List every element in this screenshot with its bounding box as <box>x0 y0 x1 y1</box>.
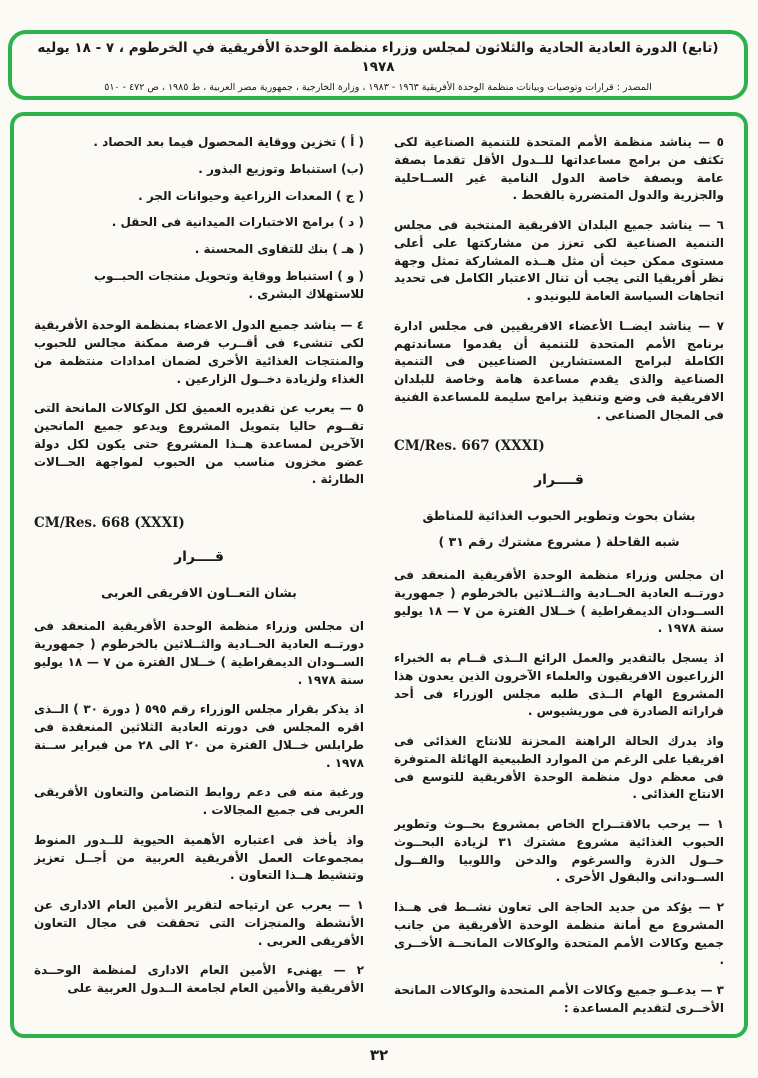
res667-operative-2: ٢ — يؤكد من جديد الحاجة الى تعاون نشــط فى هــذا المشروع مع أمانة منظمة الوحدة الأفريقية من جانب جميع وكالات الأمم المتحدة والوكالات المانحــة الأخــرى . <box>394 900 724 968</box>
res668-preamble-3: ورغبة منه فى دعم روابط التضامن والتعاون الأفريقى العربى فى جميع المجالات . <box>34 785 364 818</box>
assistance-item-c: ( ج ) المعدات الزراعية وحيوانات الجر . <box>138 188 364 203</box>
content-frame <box>10 112 748 1038</box>
paragraph-7-undp: ٧ — يناشد ايضــا الأعضاء الافريقيين فى مجلس ادارة برنامج الأمم المتحدة للتنمية أن يقدموا مساندتهم الكاملة لبرامج المستشارين الصناعيين فى التنمية الصناعية والذى يقدم مساعدة هامة وخاصة للبلدان الافريقية فى وضع وتنفيذ برامج سليمة للمساعدة الفنية فى المجال الصناعى . <box>394 318 724 422</box>
res667-preamble-1: ان مجلس وزراء منظمة الوحدة الأفريقية المنعقد فى دورتــه العادية الحــادية والثــلاثين بالخرطوم ( جمهورية الســودان الديمقراطية ) خــلال الفترة من ٧ — ١٨ يوليو سنة ١٩٧٨ . <box>394 568 724 636</box>
paragraph-6-unido: ٦ — يناشد جميع البلدان الافريقية المنتخبة فى مجلس التنمية الصناعية لكى تعزز من مشاركتها على أعلى مستوى ممكن حيث أن مثل هــذه المشاركة تمثل وجهة نظر أفريقيا التى يجب أن تنال الاعتبار الكامل فى تحديد اتجاهات السياسة العامة لليونيدو . <box>394 218 724 303</box>
header-source-line: المصدر : قرارات وتوصيات وبيانات منظمة الوحدة الأفريقية ١٩٦٣ - ١٩٨٣ ، وزارة الخارجية ، جمهورية مصر العربية ، ط ١٩٨٥ ، ص ٤٧٢ - ٥١٠ <box>104 81 652 93</box>
paragraph-5-unido: ٥ — يناشد منظمة الأمم المتحدة للتنمية الصناعية لكى تكثف من برامج مساعداتها للــدول الأقل تقدما بصفة عامة وبصفة خاصة الدول النامية غير الســاحلية والجزرية والدول المتضررة بالقحط . <box>394 135 724 203</box>
res668-operative-2: ٢ — يهنىء الأمين العام الادارى لمنظمة الوحــدة الأفريقية والأمين العام لجامعة الــدول العربية على <box>34 963 364 996</box>
assistance-item-a: ( أ ) تخزين ووقاية المحصول فيما بعد الحصاد . <box>93 135 364 149</box>
resolution-ref-668: CM/Res. 668 (XXXI) <box>34 515 185 531</box>
res668-preamble-1: ان مجلس وزراء منظمة الوحدة الأفريقية المنعقد فى دورتــه العادية الحــادية والثــلاثين بالخرطوم ( جمهورية الســودان الديمقراطية ) خــلال الفترة من ٧ — ١٨ يوليو سنة ١٩٧٨ . <box>34 619 364 687</box>
header-frame <box>8 30 748 100</box>
res668-preamble-4: واذ يأخذ فى اعتباره الأهمية الحيوية للــدور المنوط بمجموعات العمل الأفريقية العربية من أجــل تعزيز وتنشيط هــذا التعاون . <box>34 832 364 883</box>
res667-operative-4: ٤ — يناشد جميع الدول الاعضاء بمنظمة الوحدة الأفريقية لكى تنشىء فى أقــرب فرصة ممكنة مجالس للحبوب والمنتجات الغذائية الأخرى لضمان امدادات منتظمة من الغذاء ولزيادة دخــول الزارعين . <box>34 318 364 386</box>
assistance-item-f: ( و ) استنباط ووقاية وتحويل منتجات الحبــوب للاستهلاك البشرى . <box>93 268 364 301</box>
res667-operative-5: ٥ — يعرب عن تقديره العميق لكل الوكالات المانحة التى تقــوم حاليا بتمويل المشروع ويدعو جميع المانحين الآخرين لمساعدة هــذا المشروع حتى يكون لكل دولة عضو مخزون مناسب من الحبوب لمواجهة الحــالات الطارئة . <box>34 401 364 487</box>
resolution-ref-667: CM/Res. 667 (XXXI) <box>394 438 545 455</box>
resolution-heading-668: قــــرار <box>174 549 224 565</box>
resolution-title-667-line1: بشان بحوث وتطوير الحبوب الغذائية للمناطق <box>422 508 696 524</box>
res668-preamble-2: اذ يذكر بقرار مجلس الوزراء رقم ٥٩٥ ( دورة ٣٠ ) الــذى اقره المجلس فى دورته العادية الثلاثين المنعقدة فى طرابلس خــلال الفترة من ٢٠ الى ٢٨ من فبراير ســنة ١٩٧٨ . <box>34 702 364 770</box>
resolution-title-668: بشان التعــاون الافريقى العربى <box>101 585 297 600</box>
res667-operative-1: ١ — يرحب بالاقتــراح الخاص بمشروع بحــوث وتطوير الحبوب الغذائية مشروع مشترك ٣١ لزيادة البحــوث حــول الذرة والسرغوم والدخن واللوبيا والفــول الســودانى والبقول الأخرى . <box>394 817 724 885</box>
res667-preamble-2: اذ يسجل بالتقدير والعمل الرائع الــذى قــام به الخبراء الزراعيون الافريقيون والعلماء الآخرون الذين يعدون هذا المشروع الهام الــذى طلبه مجلس الوزراء فى أحد قراراته الصادرة فى موريشيوس . <box>394 651 724 719</box>
res667-operative-3: ٣ — يدعــو جميع وكالات الأمم المتحدة والوكالات المانحة الأخــرى لتقديم المساعدة : <box>394 983 724 1015</box>
page-number: ٣٢ <box>369 1046 389 1064</box>
res668-operative-1: ١ — يعرب عن ارتياحه لتقرير الأمين العام الادارى عن الأنشطة والمنجزات التى تحققت فى مجال التعاون الأفريقى العربى . <box>34 898 364 948</box>
assistance-item-e: ( هـ ) بنك للتقاوى المحسنة . <box>194 242 364 256</box>
assistance-item-b: (ب) استنباط وتوزيع البذور . <box>198 161 364 176</box>
two-column-layout <box>34 134 724 1026</box>
resolution-title-667-line2: شبه القاحلة ( مشروع مشترك رقم ٣١ ) <box>438 533 680 549</box>
resolution-heading-667: قــــرار <box>534 472 584 489</box>
column-right <box>394 134 724 1026</box>
column-left <box>34 134 364 1026</box>
header-session-title: (تابع) الدورة العادية الحادية والثلاثون لمجلس وزراء منظمة الوحدة الأفريقية في الخرطوم ، ٧ - ١٨ يوليه ١٩٧٨ <box>37 40 719 75</box>
res667-preamble-3: واذ يدرك الحالة الراهنة المحزنة للانتاج الغذائى فى افريقيا على الرغم من الموارد الطبيعية الهائلة المتوفرة فى معظم دول منظمة الوحدة الأفريقية للتوسع فى الانتاج الغذائى . <box>394 734 724 802</box>
assistance-item-d: ( د ) برامج الاختبارات الميدانية فى الحقل . <box>111 215 364 230</box>
